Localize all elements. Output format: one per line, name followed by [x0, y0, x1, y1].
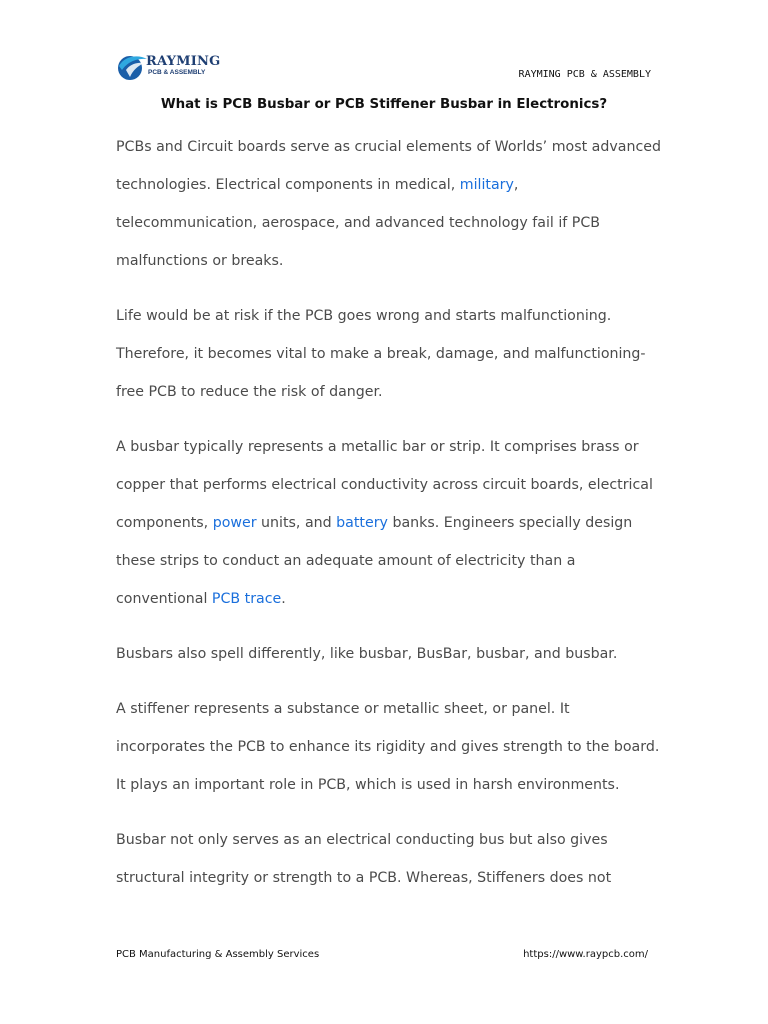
rayming-logo-icon [116, 52, 150, 82]
inline-link[interactable]: PCB trace [211, 591, 282, 607]
header-company: RAYMING PCB & ASSEMBLY [518, 69, 651, 80]
paragraph-text: Busbar not only serves as an electrical conducting bus but also gives structural integrity or strength to a PCB. Whereas, Stiffeners does not [116, 832, 612, 886]
inline-link[interactable]: power [212, 515, 257, 531]
footer-services: PCB Manufacturing & Assembly Services [116, 949, 320, 960]
document-title: What is PCB Busbar or PCB Stiffener Busbar in Electronics? [160, 97, 608, 112]
paragraph [116, 428, 661, 618]
paragraph-text: banks. Engineers specially design these strips to conduct an adequate amount of electricity than a conventional [116, 515, 633, 607]
paragraph-text: A busbar typically represents a metallic bar or strip. It comprises brass or copper that performs electrical conductivity across circuit boards, electrical components, [116, 439, 653, 531]
paragraph [116, 821, 661, 897]
paragraph [116, 297, 661, 411]
paragraph-text: units, and [256, 515, 337, 531]
paragraph-text: Busbars also spell differently, like busbar, BusBar, busbar, and busbar. [116, 646, 618, 662]
inline-link[interactable]: military [459, 177, 514, 193]
document-body [116, 128, 661, 914]
logo-subtitle: PCB & ASSEMBLY [148, 69, 206, 76]
footer-url[interactable]: https://www.raypcb.com/ [523, 949, 648, 960]
paragraph [116, 690, 661, 804]
paragraph-text: A stiffener represents a substance or metallic sheet, or panel. It incorporates the PCB to enhance its rigidity and gives strength to the board. It plays an important role in PCB, which is used in harsh environments. [116, 701, 660, 793]
inline-link[interactable]: battery [336, 515, 388, 531]
rayming-logo [116, 52, 226, 82]
paragraph [116, 128, 661, 280]
paragraph-text: , telecommunication, aerospace, and advanced technology fail if PCB malfunctions or breaks. [116, 177, 601, 269]
logo-name: RAYMING [146, 54, 221, 69]
paragraph-text: PCBs and Circuit boards serve as crucial elements of Worlds’ most advanced technologies. Electrical components in medical, [116, 139, 661, 193]
paragraph-text: Life would be at risk if the PCB goes wrong and starts malfunctioning. Therefore, it becomes vital to make a break, damage, and malfunctioning-free PCB to reduce the risk of danger. [116, 308, 646, 400]
paragraph-text: . [281, 591, 286, 607]
paragraph [116, 635, 661, 673]
